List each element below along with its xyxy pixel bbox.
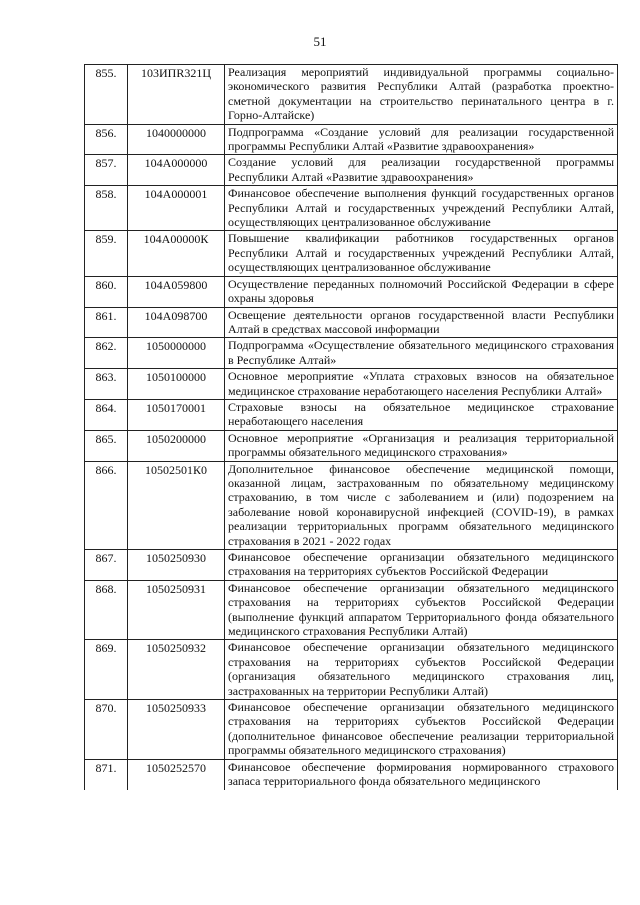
table-body <box>85 65 618 790</box>
row-number-cell: 867. <box>85 550 128 581</box>
description-cell: Подпрограмма «Создание условий для реализации государственной программы Республики Алтай «Развитие здравоохранения» <box>225 124 618 155</box>
table-row <box>85 580 618 640</box>
table-row <box>85 640 618 700</box>
description-cell: Реализация мероприятий индивидуальной программы социально-экономического развития Республики Алтай (разработка проектно-сметной документации на строительство перинатального центра в г. Горно-Алтайске) <box>225 65 618 125</box>
row-number-cell: 859. <box>85 231 128 276</box>
description-cell: Создание условий для реализации государственной программы Республики Алтай «Развитие здравоохранения» <box>225 155 618 186</box>
table-row <box>85 700 618 760</box>
table-row <box>85 461 618 549</box>
description-cell: Повышение квалификации работников государственных органов Республики Алтай и государственных учреждений Республики Алтай, осуществляющих централизованное обслуживание <box>225 231 618 276</box>
budget-code-cell: 1050252570 <box>128 759 225 789</box>
budget-code-cell: 104А00000К <box>128 231 225 276</box>
table-row <box>85 231 618 276</box>
budget-code-cell: 104А000001 <box>128 186 225 231</box>
row-number-cell: 865. <box>85 430 128 461</box>
table-row <box>85 399 618 430</box>
budget-code-cell: 1050250933 <box>128 700 225 760</box>
description-cell: Подпрограмма «Осуществление обязательного медицинского страхования в Республике Алтай» <box>225 338 618 369</box>
table-row <box>85 550 618 581</box>
row-number-cell: 862. <box>85 338 128 369</box>
description-cell: Финансовое обеспечение организации обязательного медицинского страхования на территориях субъектов Российской Федерации (организация обязательного медицинского страхования лиц, застрахованных на территории Республики Алтай) <box>225 640 618 700</box>
row-number-cell: 860. <box>85 276 128 307</box>
table-row <box>85 124 618 155</box>
table-row <box>85 186 618 231</box>
row-number-cell: 868. <box>85 580 128 640</box>
budget-code-cell: 103ИПR321Ц <box>128 65 225 125</box>
table-row <box>85 65 618 125</box>
row-number-cell: 856. <box>85 124 128 155</box>
description-cell: Страховые взносы на обязательное медицинское страхование неработающего населения <box>225 399 618 430</box>
budget-code-cell: 104А098700 <box>128 307 225 338</box>
budget-code-cell: 1050250931 <box>128 580 225 640</box>
row-number-cell: 864. <box>85 399 128 430</box>
budget-code-cell: 1050250930 <box>128 550 225 581</box>
description-cell: Финансовое обеспечение формирования нормированного страхового запаса территориального фонда обязательного медицинского <box>225 759 618 789</box>
page-number: 51 <box>313 34 327 49</box>
budget-code-cell: 1050000000 <box>128 338 225 369</box>
budget-code-cell: 1040000000 <box>128 124 225 155</box>
table-row <box>85 369 618 400</box>
budget-code-cell: 104А000000 <box>128 155 225 186</box>
row-number-cell: 855. <box>85 65 128 125</box>
row-number-cell: 858. <box>85 186 128 231</box>
budget-code-cell: 1050100000 <box>128 369 225 400</box>
row-number-cell: 863. <box>85 369 128 400</box>
description-cell: Финансовое обеспечение организации обязательного медицинского страхования на территориях субъектов Российской Федерации (выполнение функций аппаратом Территориального фонда обязательного медицинского страхования Республики Алтай) <box>225 580 618 640</box>
description-cell: Дополнительное финансовое обеспечение медицинской помощи, оказанной лицам, застрахованным по обязательному медицинскому страхованию, в том числе с заболеванием и (или) подозрением на заболевание новой коронавирусной инфекцией (COVID-19), в рамках реализации территориальных программ обязательного медицинского страхования в 2021 - 2022 годах <box>225 461 618 549</box>
table-row <box>85 338 618 369</box>
table-row <box>85 759 618 789</box>
row-number-cell: 861. <box>85 307 128 338</box>
description-cell: Финансовое обеспечение организации обязательного медицинского страхования на территориях субъектов Российской Федерации <box>225 550 618 581</box>
table-row <box>85 307 618 338</box>
row-number-cell: 866. <box>85 461 128 549</box>
table-row <box>85 155 618 186</box>
table-row <box>85 276 618 307</box>
description-cell: Освещение деятельности органов государственной власти Республики Алтай в средствах массовой информации <box>225 307 618 338</box>
budget-code-cell: 104А059800 <box>128 276 225 307</box>
row-number-cell: 870. <box>85 700 128 760</box>
description-cell: Основное мероприятие «Организация и реализация территориальной программы обязательного медицинского страхования» <box>225 430 618 461</box>
row-number-cell: 869. <box>85 640 128 700</box>
budget-classification-table <box>84 64 618 790</box>
budget-code-cell: 1050250932 <box>128 640 225 700</box>
budget-code-cell: 10502501К0 <box>128 461 225 549</box>
budget-code-cell: 1050200000 <box>128 430 225 461</box>
row-number-cell: 871. <box>85 759 128 789</box>
row-number-cell: 857. <box>85 155 128 186</box>
budget-code-cell: 1050170001 <box>128 399 225 430</box>
description-cell: Финансовое обеспечение выполнения функций государственных органов Республики Алтай и государственных учреждений Республики Алтай, осуществляющих централизованное обслуживание <box>225 186 618 231</box>
description-cell: Основное мероприятие «Уплата страховых взносов на обязательное медицинское страхование неработающего населения Республики Алтай» <box>225 369 618 400</box>
description-cell: Осуществление переданных полномочий Российской Федерации в сфере охраны здоровья <box>225 276 618 307</box>
description-cell: Финансовое обеспечение организации обязательного медицинского страхования на территориях субъектов Российской Федерации (дополнительное финансовое обеспечение реализации территориальной программы обязательного медицинского страхования) <box>225 700 618 760</box>
table-row <box>85 430 618 461</box>
